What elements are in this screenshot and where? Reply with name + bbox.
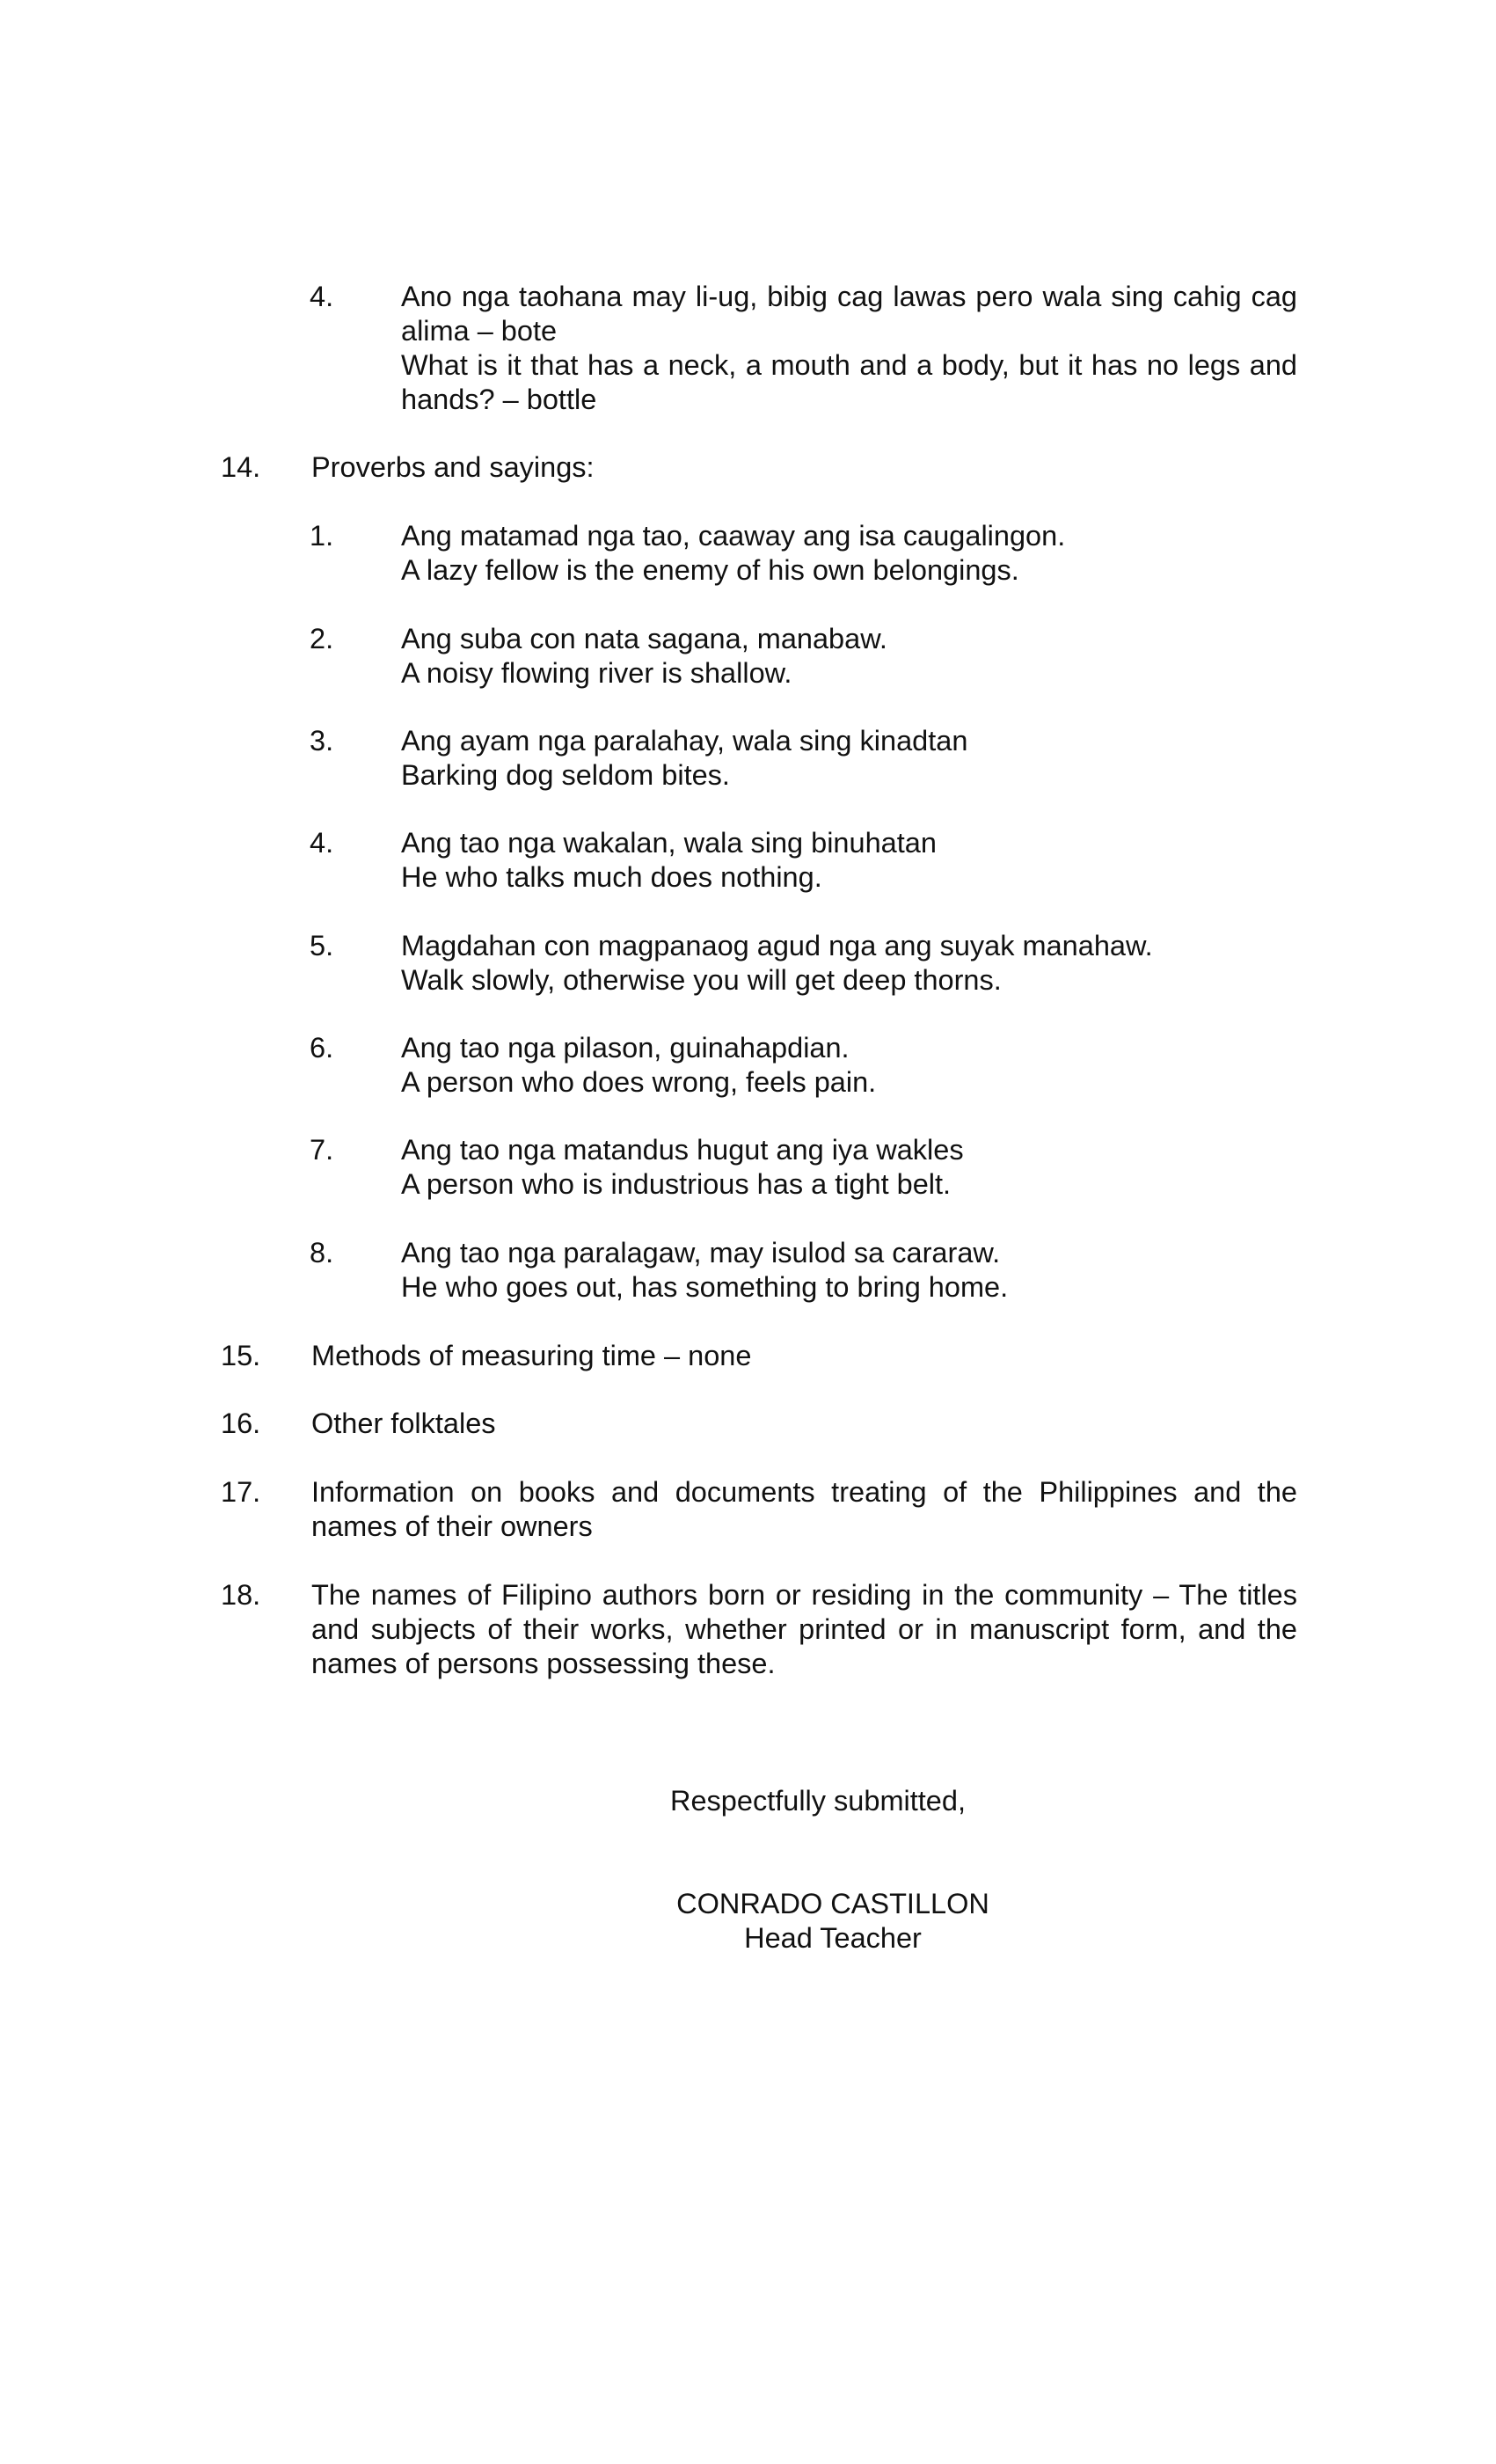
section-text: Methods of measuring time – none (311, 1340, 752, 1371)
section-text: Information on books and documents treating of the Philippines and the names of their owners (311, 1476, 1297, 1542)
proverb-number: 4. (310, 827, 334, 859)
proverb-number: 7. (310, 1134, 334, 1166)
proverb-native: Ang tao nga pilason, guinahapdian. (401, 1032, 850, 1064)
riddle-english-line: What is it that has a neck, a mouth and a body, but it has no legs and hands? – bottle (401, 349, 1297, 415)
signature-block (670, 1887, 996, 1956)
proverb-number: 2. (310, 623, 334, 654)
proverb-native: Ang matamad nga tao, caaway ang isa caugalingon. (401, 520, 1066, 552)
proverb-number: 8. (310, 1237, 334, 1269)
proverb-number: 1. (310, 520, 334, 552)
section-number: 16. (221, 1407, 261, 1439)
proverb-english: Barking dog seldom bites. (401, 759, 730, 791)
proverb-text (401, 826, 1297, 895)
riddle-item-text (401, 280, 1297, 417)
section-number: 14. (221, 451, 261, 483)
proverb-english: A person who does wrong, feels pain. (401, 1066, 877, 1098)
proverb-native: Magdahan con magpanaog agud nga ang suyak manahaw. (401, 930, 1153, 961)
signatory-title: Head Teacher (744, 1922, 922, 1954)
proverb-native: Ang ayam nga paralahay, wala sing kinadtan (401, 725, 968, 757)
proverb-english: Walk slowly, otherwise you will get deep thorns. (401, 964, 1002, 996)
section-number: 18. (221, 1579, 261, 1611)
proverb-text (401, 724, 1297, 793)
proverb-text (401, 519, 1297, 588)
signatory-name: CONRADO CASTILLON (676, 1888, 989, 1919)
section-title: Proverbs and sayings: (311, 451, 595, 483)
proverb-text (401, 622, 1297, 691)
proverb-english: A lazy fellow is the enemy of his own belongings. (401, 554, 1019, 586)
proverb-number: 6. (310, 1032, 334, 1064)
proverb-english: A person who is industrious has a tight belt. (401, 1168, 952, 1200)
proverb-text (401, 1236, 1297, 1305)
riddle-item-number: 4. (310, 281, 334, 312)
proverb-native: Ang suba con nata sagana, manabaw. (401, 623, 887, 654)
proverb-english: He who talks much does nothing. (401, 861, 822, 893)
proverb-text (401, 1133, 1297, 1202)
proverb-english: A noisy flowing river is shallow. (401, 657, 792, 689)
proverb-native: Ang tao nga paralagaw, may isulod sa cararaw. (401, 1237, 1001, 1269)
section-number: 17. (221, 1476, 261, 1508)
proverb-number: 3. (310, 725, 334, 757)
proverb-native: Ang tao nga wakalan, wala sing binuhatan (401, 827, 937, 859)
proverb-native: Ang tao nga matandus hugut ang iya wakles (401, 1134, 964, 1166)
riddle-native-line: Ano nga taohana may li-ug, bibig cag lawas pero wala sing cahig cag alima – bote (401, 281, 1297, 347)
proverb-text (401, 1031, 1297, 1100)
section-text: The names of Filipino authors born or residing in the community – The titles and subjects of their works, whether printed or in manuscript form, and the names of persons possessing these. (311, 1579, 1297, 1679)
proverb-english: He who goes out, has something to bring home. (401, 1271, 1009, 1303)
proverb-text (401, 929, 1297, 998)
section-text: Other folktales (311, 1407, 496, 1439)
closing-line: Respectfully submitted, (670, 1785, 966, 1817)
section-number: 15. (221, 1340, 261, 1371)
proverb-number: 5. (310, 930, 334, 961)
